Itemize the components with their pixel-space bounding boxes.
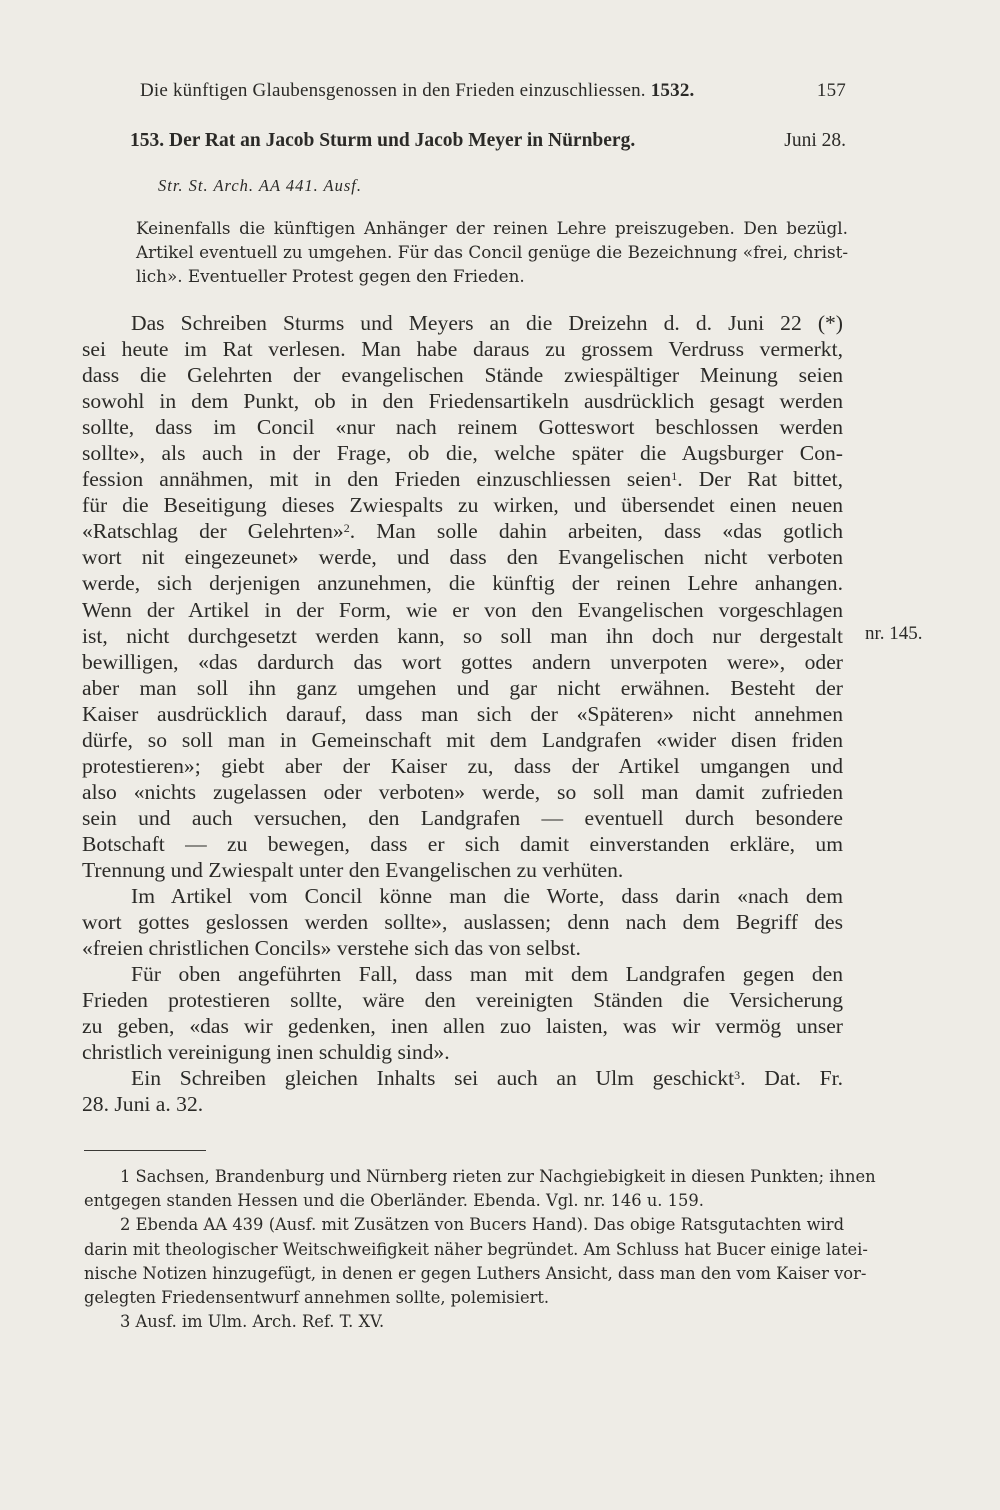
- text-line: sollte, dass im Concil «nur nach reinem Gotteswort beschlossen werden: [82, 415, 843, 440]
- text-line: ist, nicht durchgesetzt werden kann, so soll man ihn doch nur dergestalt: [82, 623, 843, 648]
- text-line: Das Schreiben Sturms und Meyers an die Dreizehn d. d. Juni 22 (*): [131, 311, 843, 335]
- regest-summary: [136, 216, 848, 288]
- text-line: zu geben, «das wir gedenken, inen allen zuo laisten, was wir vermög unser: [82, 1014, 843, 1039]
- text-line: Kaiser ausdrücklich darauf, dass man sich der «Späteren» nicht annehmen: [82, 701, 843, 726]
- text-line: Botschaft — zu bewegen, dass er sich damit einverstanden erkläre, um: [82, 831, 843, 856]
- text-line: [82, 1065, 843, 1091]
- text-line: Frieden protestieren sollte, wäre den vereinigten Ständen die Versicherung: [82, 988, 843, 1013]
- main-text: [82, 310, 843, 1117]
- running-head: [140, 80, 846, 102]
- text-segment: Ein Schreiben gleichen Inhalts sei auch an Ulm geschickt: [131, 1066, 735, 1091]
- document-date: Juni 28.: [784, 130, 846, 151]
- text-line: für die Beseitigung dieses Zwiespalts zu wirken, und übersendet einen neuen: [82, 493, 843, 518]
- text-line: aber man soll ihn ganz umgehen und gar nicht erwähnen. Besteht der: [82, 675, 843, 700]
- text-segment: fession annähmen, mit in den Frieden einzuschliessen seien: [82, 467, 672, 492]
- footnote-divider: [84, 1150, 206, 1151]
- text-line: Im Artikel vom Concil könne man die Worte, dass darin «nach dem: [131, 884, 843, 909]
- footnote-3: [84, 1310, 844, 1334]
- text-segment: «Ratschlag der Gelehrten»: [82, 519, 344, 544]
- footnote-line: nische Notizen hinzugefügt, in denen er gegen Luthers Ansicht, dass man den vom Kaiser vor-: [84, 1263, 867, 1283]
- footnote-line: 2 Ebenda AA 439 (Ausf. mit Zusätzen von Bucers Hand). Das obige Ratsgutachten wird: [120, 1215, 844, 1235]
- margin-note: nr. 145.: [865, 623, 923, 644]
- text-segment: . Man solle dahin arbeiten, dass «das gotlich: [349, 519, 843, 544]
- text-segment: . Dat. Fr.: [740, 1066, 843, 1091]
- text-line: Wenn der Artikel in der Form, wie er von den Evangelischen vorgeschlagen: [82, 597, 843, 622]
- text-line: [82, 466, 843, 492]
- footnotes: [84, 1165, 876, 1334]
- summary-line: Keinenfalls die künftigen Anhänger der reinen Lehre preiszugeben. Den bezügl.: [136, 218, 848, 238]
- summary-line: Artikel eventuell zu umgehen. Für das Concil genüge die Bezeichnung «frei, christ-: [136, 242, 848, 262]
- document-title: 153. Der Rat an Jacob Sturm und Jacob Meyer in Nürnberg.: [130, 130, 636, 151]
- footnote-1: [84, 1165, 876, 1213]
- text-line: Trennung und Zwiespalt unter den Evangelischen zu verhüten.: [82, 857, 624, 882]
- footnote-line: 3 Ausf. im Ulm. Arch. Ref. T. XV.: [120, 1312, 385, 1332]
- text-line: [82, 518, 843, 544]
- text-line: sowohl in dem Punkt, ob in den Friedensartikeln ausdrücklich gesagt werden: [82, 389, 843, 414]
- text-line: sein und auch versuchen, den Landgrafen — eventuell durch besondere: [82, 805, 843, 830]
- footnote-ref: 1: [671, 469, 678, 484]
- footnote-line: gelegten Friedensentwurf annehmen sollte, polemisiert.: [84, 1288, 550, 1308]
- footnote-line: 1 Sachsen, Brandenburg und Nürnberg rieten zur Nachgiebigkeit in diesen Punkten; ihnen: [120, 1167, 876, 1186]
- text-line: sollte», als auch in der Frage, ob die, welche später die Augsburger Con-: [82, 441, 843, 466]
- source-reference: Str. St. Arch. AA 441. Ausf.: [158, 176, 363, 195]
- text-line: «freien christlichen Concils» verstehe sich das von selbst.: [82, 936, 581, 961]
- text-line: christlich vereinigung inen schuldig sind».: [82, 1040, 450, 1065]
- text-line: bewilligen, «das dardurch das wort gottes andern unverpoten were», oder: [82, 649, 843, 674]
- text-line: Für oben angeführten Fall, dass man mit dem Landgrafen gegen den: [131, 962, 843, 987]
- footnote-2: [84, 1213, 868, 1310]
- summary-line: lich». Eventueller Protest gegen den Frieden.: [136, 266, 525, 286]
- text-line: dass die Gelehrten der evangelischen Stände zwiespältiger Meinung seien: [82, 363, 843, 388]
- text-line: wort gottes geslossen werden sollte», auslassen; denn nach dem Begriff des: [82, 910, 843, 935]
- text-line: sei heute im Rat verlesen. Man habe daraus zu grossem Verdruss vermerkt,: [82, 337, 843, 362]
- text-line: protestieren»; giebt aber der Kaiser zu, dass der Artikel umgangen und: [82, 753, 843, 778]
- page-number: 157: [816, 80, 846, 101]
- text-segment: . Der Rat bittet,: [677, 467, 843, 492]
- footnote-ref: 3: [734, 1068, 741, 1083]
- text-line: 28. Juni a. 32.: [82, 1092, 204, 1117]
- running-head-year: 1532.: [650, 80, 695, 101]
- text-line: also «nichts zugelassen oder verboten» werde, so soll man damit zufrieden: [82, 779, 843, 804]
- footnote-line: darin mit theologischer Weitschweifigkeit näher begründet. Am Schluss hat Bucer einige latei-: [84, 1239, 868, 1259]
- text-line: dürfe, so soll man in Gemeinschaft mit dem Landgrafen «wider disen friden: [82, 727, 843, 752]
- footnote-ref: 2: [343, 521, 350, 536]
- footnote-line: entgegen standen Hessen und die Oberländer. Ebenda. Vgl. nr. 146 u. 159.: [84, 1191, 704, 1211]
- running-head-title: Die künftigen Glaubensgenossen in den Frieden einzuschliessen.: [140, 80, 646, 101]
- document-heading: [130, 130, 846, 152]
- text-line: wort nit eingezeunet» werde, und dass den Evangelischen nicht verboten: [82, 545, 843, 570]
- text-line: werde, sich derjenigen anzunehmen, die künftig der reinen Lehre anhangen.: [82, 571, 843, 596]
